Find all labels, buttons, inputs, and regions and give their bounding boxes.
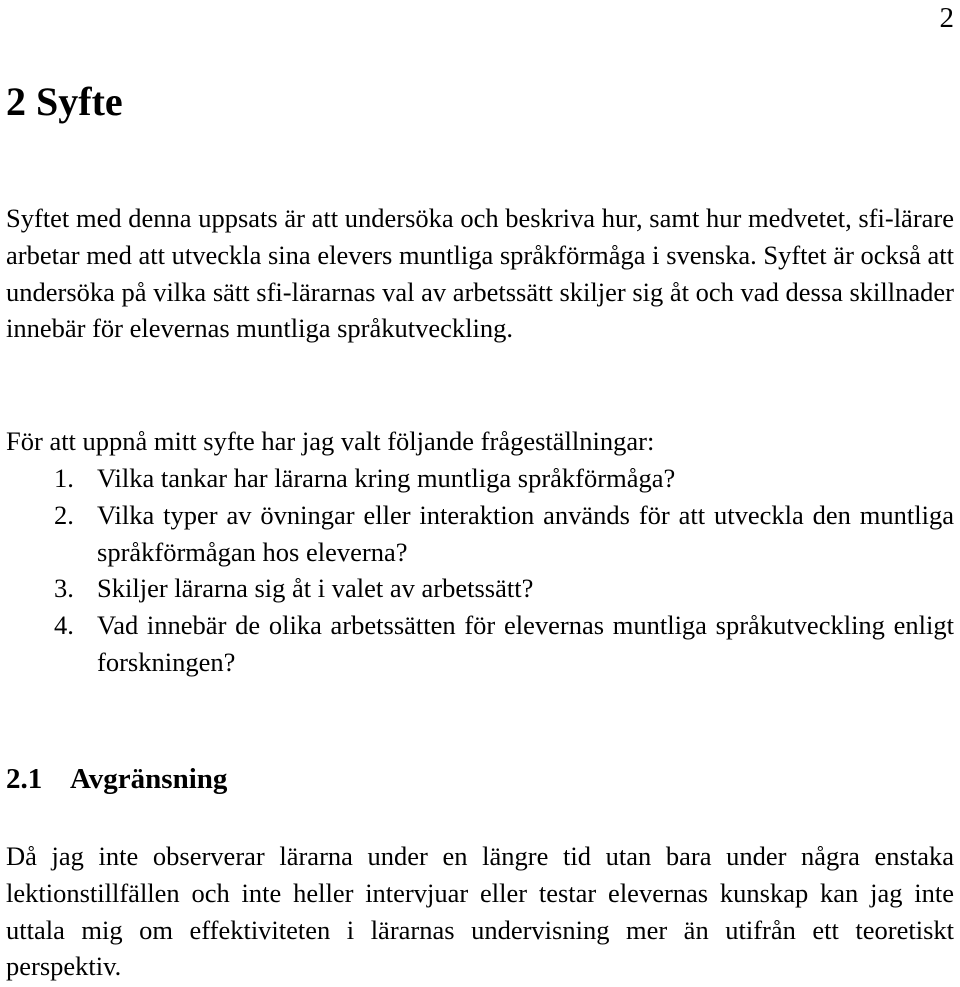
research-questions-list bbox=[6, 460, 954, 681]
list-item-number: 4. bbox=[54, 610, 74, 641]
questions-intro: För att uppnå mitt syfte har jag valt följande frågeställningar: bbox=[6, 426, 655, 456]
page-number: 2 bbox=[939, 2, 954, 34]
list-item bbox=[6, 497, 954, 571]
list-item-text: Skiljer lärarna sig åt i valet av arbetssätt? bbox=[97, 573, 534, 604]
list-item bbox=[6, 460, 954, 497]
section-title-text: Avgränsning bbox=[70, 763, 228, 795]
delimitation-paragraph: Då jag inte observerar lärarna under en längre tid utan bara under några enstaka lektionstillfällen och inte heller intervjuar eller testar elevernas kunskap kan jag inte uttala mig om effektiviteten i lärarnas undervisning mer än utifrån ett teoretiskt perspektiv. bbox=[6, 841, 954, 982]
list-item-number: 2. bbox=[54, 499, 74, 530]
section-number: 2.1 bbox=[6, 763, 43, 795]
list-item-text: Vad innebär de olika arbetssätten för elevernas muntliga språkutveckling enligt forskningen? bbox=[97, 610, 954, 677]
section-title bbox=[6, 760, 227, 798]
list-item-text: Vilka typer av övningar eller interaktion används för att utveckla den muntliga språkförmågan hos eleverna? bbox=[97, 499, 954, 567]
purpose-paragraph: Syftet med denna uppsats är att undersöka och beskriva hur, samt hur medvetet, sfi-lärare arbetar med att utveckla sina elevers muntliga språkförmåga i svenska. Syftet är också att undersöka på vilka sätt sfi-lärarnas val av arbetssätt skiljer sig åt och vad dessa skillnader innebär för elevernas muntliga språkutveckling. bbox=[6, 203, 954, 344]
list-item-number: 1. bbox=[54, 463, 74, 493]
list-item bbox=[6, 570, 954, 607]
list-item bbox=[6, 607, 954, 681]
chapter-title: 2 Syfte bbox=[6, 79, 123, 124]
list-item-text: Vilka tankar har lärarna kring muntliga språkförmåga? bbox=[97, 463, 676, 493]
list-item-number: 3. bbox=[54, 573, 74, 604]
